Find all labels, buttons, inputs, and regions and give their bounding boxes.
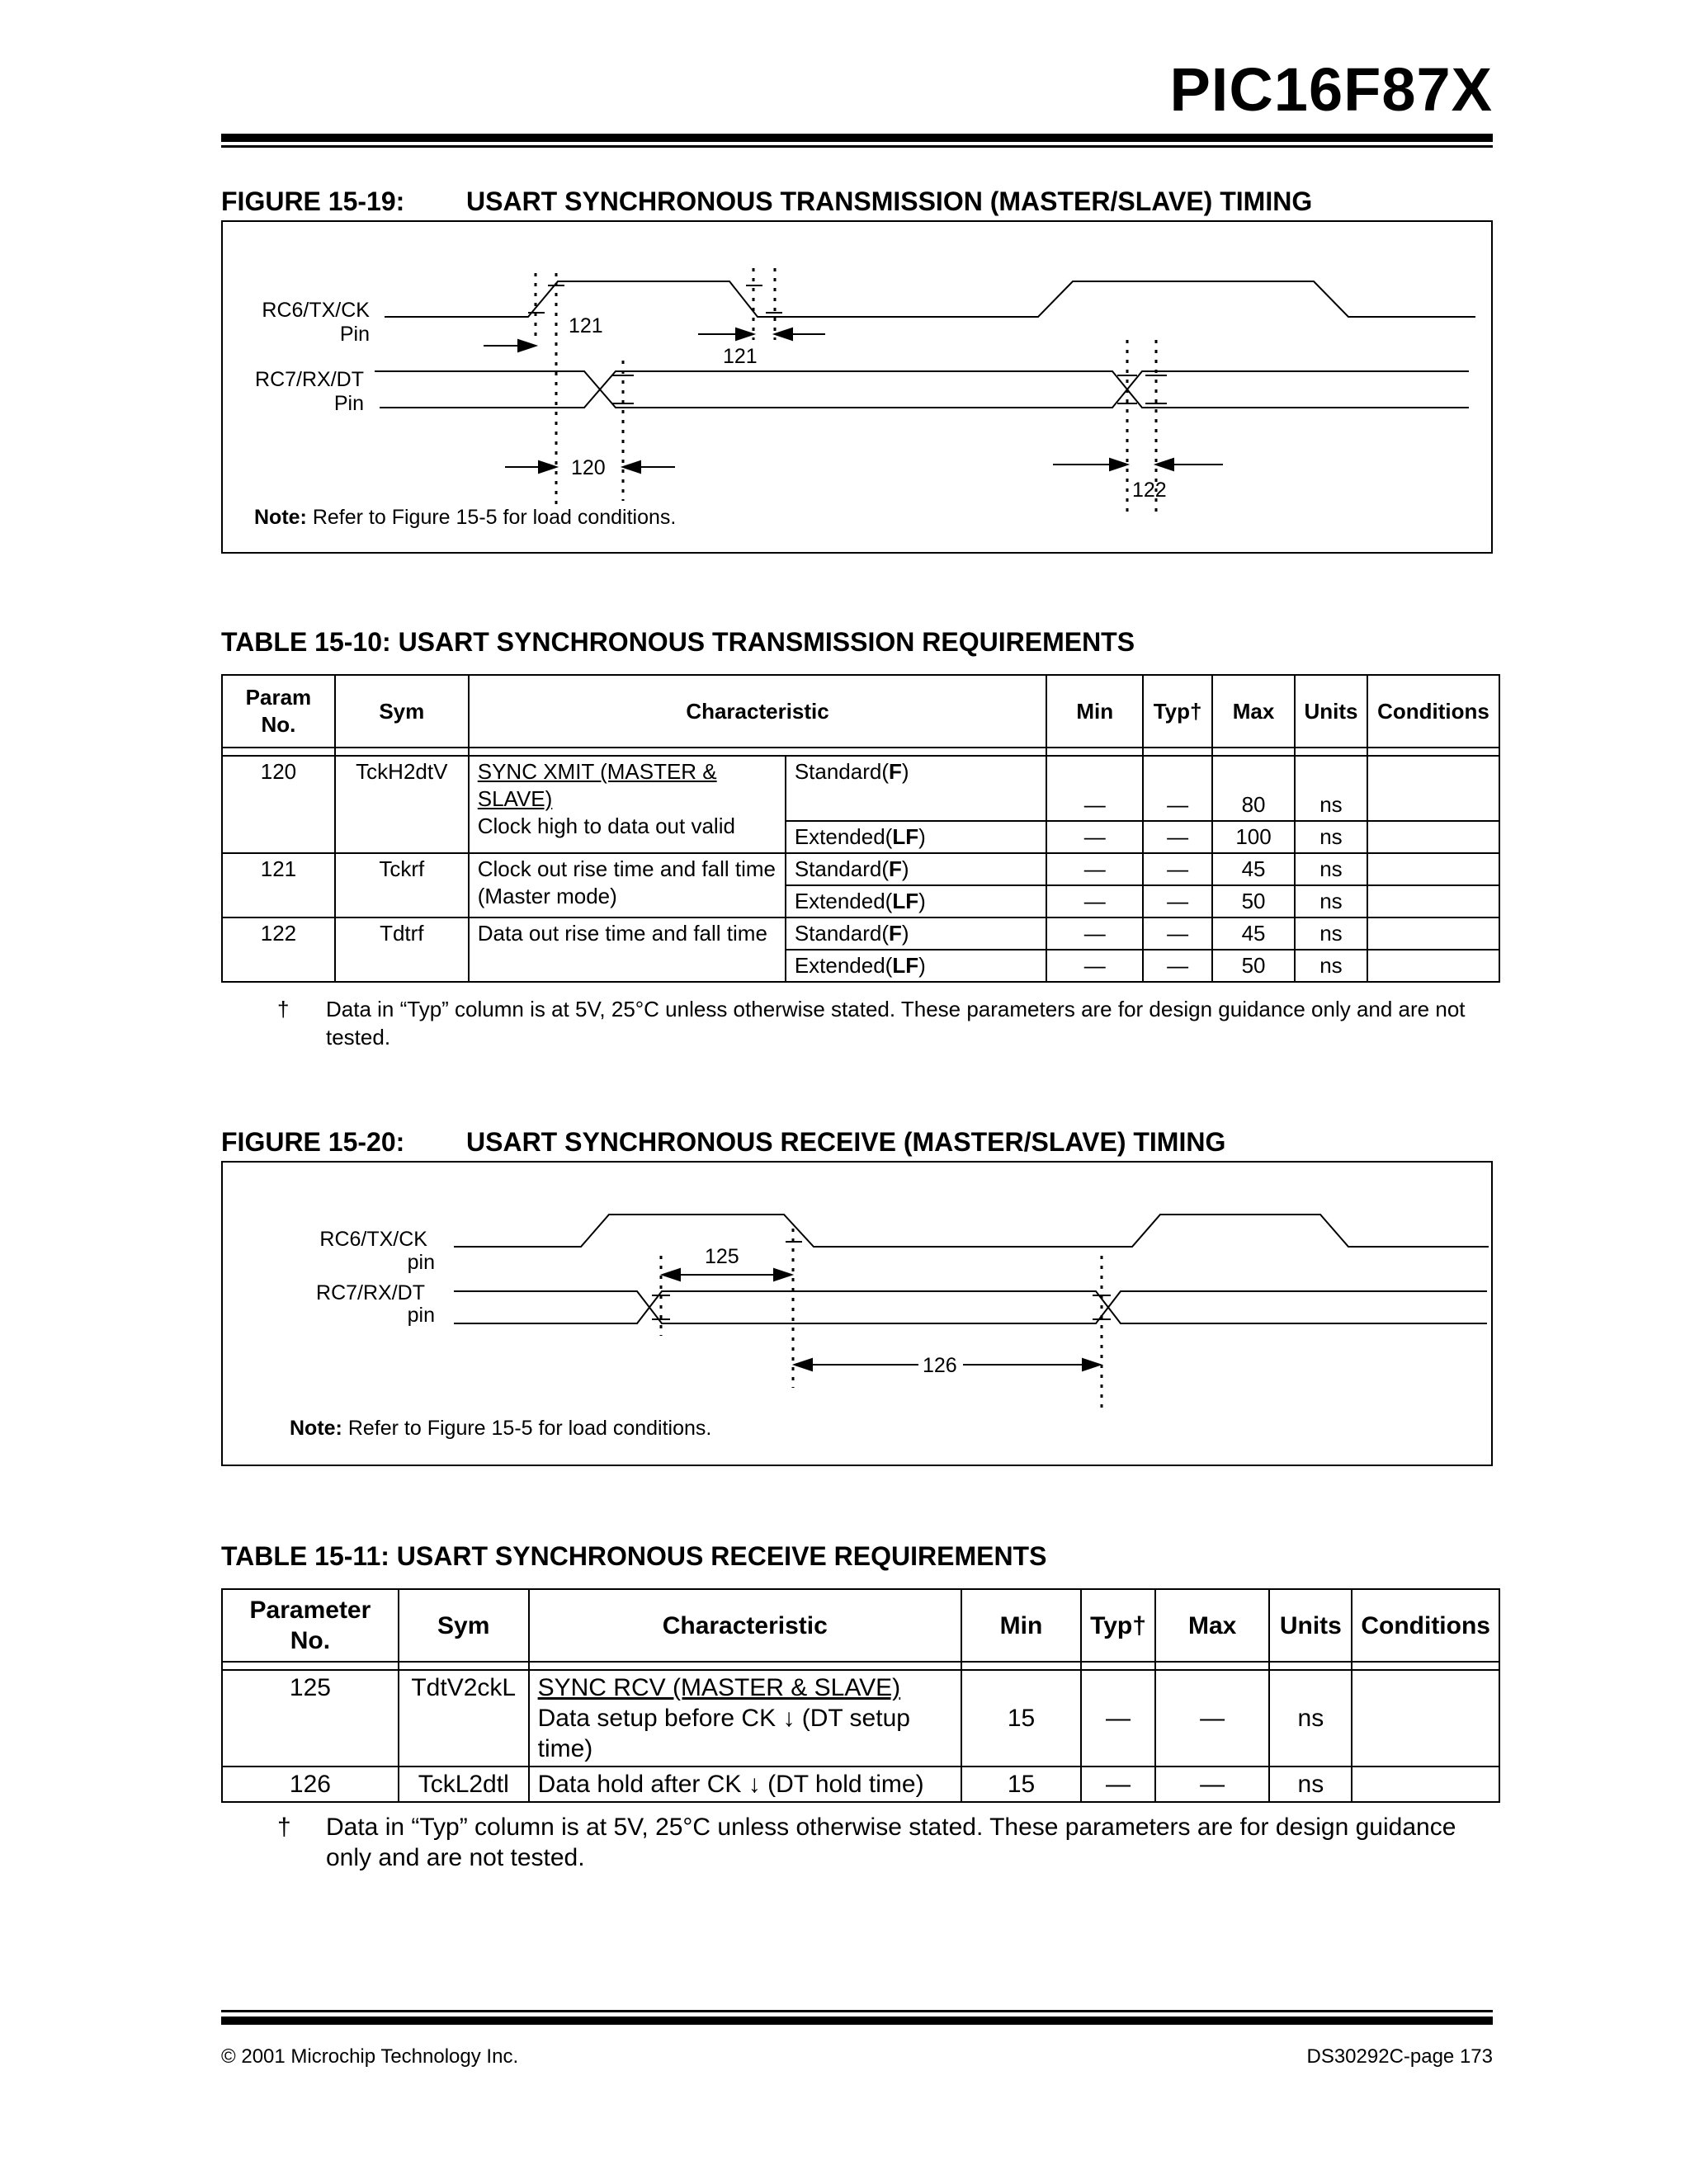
- cond-cell: [1367, 950, 1499, 982]
- fig19-signal1-name: RC6/TX/CK: [262, 299, 370, 322]
- cond-cell: [1367, 853, 1499, 885]
- param-cell: 125: [222, 1670, 399, 1767]
- fig19-label-120: 120: [571, 456, 606, 479]
- typ-cell: —: [1081, 1767, 1155, 1802]
- min-cell: —: [1046, 885, 1143, 917]
- min-cell: —: [1046, 853, 1143, 885]
- min-cell: 15: [961, 1767, 1081, 1802]
- typ-cell: —: [1143, 853, 1212, 885]
- fig19-label-121a: 121: [569, 314, 603, 337]
- ext-cell: Extended(LF): [786, 821, 1046, 853]
- fig19-label-121b: 121: [723, 345, 758, 368]
- cond-cell: [1367, 756, 1499, 821]
- fig20-signal1-pin: pin: [407, 1251, 435, 1274]
- table-11: [221, 1588, 1500, 1803]
- cond-cell: [1352, 1767, 1499, 1802]
- min-cell: —: [1046, 917, 1143, 950]
- table-row: [222, 1670, 1499, 1767]
- header-rule-thin: [221, 145, 1493, 148]
- char-text: Data setup before CK ↓ (DT setup time): [537, 1705, 910, 1762]
- fig19-data-line-high: [375, 371, 1469, 408]
- table-11-footnote: [221, 1812, 1493, 1878]
- th-characteristic: Characteristic: [469, 675, 1047, 748]
- max-cell: 100: [1212, 821, 1295, 853]
- footer-rule: [221, 2017, 1493, 2025]
- fig19-clock-waveform: [385, 281, 1475, 317]
- figure-20-box: [221, 1161, 1493, 1466]
- cond-cell: [1367, 821, 1499, 853]
- sym-cell: TckL2dtl: [399, 1767, 529, 1802]
- table-10-footnote: [221, 995, 1493, 1053]
- units-cell: ns: [1269, 1670, 1352, 1767]
- fig20-note-label: Note:: [290, 1417, 342, 1440]
- max-cell: —: [1155, 1670, 1270, 1767]
- th-min: Min: [1046, 675, 1143, 748]
- char-cell: [529, 1670, 961, 1767]
- th-min: Min: [961, 1589, 1081, 1662]
- fig20-signal2-name: RC7/RX/DT: [316, 1281, 425, 1304]
- fig19-markers: [536, 268, 1156, 513]
- figure-20-number: FIGURE 15-20:: [221, 1127, 405, 1157]
- th-characteristic: Characteristic: [529, 1589, 961, 1662]
- header-rule: [221, 134, 1493, 142]
- figure-19-timing-diagram: [221, 220, 1493, 554]
- min-cell: 15: [961, 1670, 1081, 1767]
- figure-19-title: [221, 186, 1312, 217]
- th-typ: Typ†: [1081, 1589, 1155, 1662]
- th-units: Units: [1295, 675, 1367, 748]
- cond-cell: [1367, 885, 1499, 917]
- fig20-data-line-low: [454, 1291, 1487, 1323]
- std-cell: Standard(F): [786, 917, 1046, 950]
- typ-cell: —: [1143, 756, 1212, 821]
- char-cell: Clock out rise time and fall time (Master mode): [469, 853, 786, 917]
- param-cell: 121: [222, 853, 335, 917]
- typ-cell: —: [1143, 885, 1212, 917]
- fig20-signal1-name: RC6/TX/CK: [319, 1228, 427, 1251]
- table-10-header-row: [222, 675, 1499, 748]
- figure-20-title: [221, 1127, 1225, 1158]
- char-text: Clock high to data out valid: [477, 814, 735, 838]
- char-heading: SYNC XMIT (MASTER & SLAVE): [477, 759, 717, 811]
- sym-cell: TckH2dtV: [335, 756, 469, 853]
- sym-cell: Tdtrf: [335, 917, 469, 982]
- typ-cell: —: [1143, 950, 1212, 982]
- std-cell: Standard(F): [786, 853, 1046, 885]
- table-10-title: TABLE 15-10: USART SYNCHRONOUS TRANSMISSION REQUIREMENTS: [221, 627, 1135, 657]
- units-cell: ns: [1295, 853, 1367, 885]
- copyright: © 2001 Microchip Technology Inc.: [221, 2045, 519, 2068]
- th-max: Max: [1155, 1589, 1270, 1662]
- max-cell: 80: [1212, 756, 1295, 821]
- units-cell: ns: [1295, 917, 1367, 950]
- char-heading: SYNC RCV (MASTER & SLAVE): [537, 1674, 901, 1701]
- sym-cell: TdtV2ckL: [399, 1670, 529, 1767]
- th-param: Param No.: [222, 675, 335, 748]
- units-cell: ns: [1295, 950, 1367, 982]
- footnote-text: Data in “Typ” column is at 5V, 25°C unless otherwise stated. These parameters are for design guidance only and are not tested.: [326, 997, 1466, 1050]
- page-title: PIC16F87X: [1169, 55, 1493, 124]
- param-cell: 122: [222, 917, 335, 982]
- units-cell: ns: [1269, 1767, 1352, 1802]
- table-10: [221, 674, 1500, 983]
- page-number: DS30292C-page 173: [1306, 2045, 1493, 2068]
- th-conditions: Conditions: [1367, 675, 1499, 748]
- param-cell: 120: [222, 756, 335, 853]
- footnote-text: Data in “Typ” column is at 5V, 25°C unless otherwise stated. These parameters are for design guidance only and are not tested.: [326, 1814, 1456, 1871]
- max-cell: —: [1155, 1767, 1270, 1802]
- fig19-note-label: Note:: [254, 506, 307, 529]
- min-cell: —: [1046, 756, 1143, 821]
- table-11-title: TABLE 15-11: USART SYNCHRONOUS RECEIVE REQUIREMENTS: [221, 1541, 1047, 1571]
- figure-19-note: [254, 506, 676, 530]
- char-cell: Data hold after CK ↓ (DT hold time): [529, 1767, 961, 1802]
- ext-cell: Extended(LF): [786, 950, 1046, 982]
- max-cell: 45: [1212, 917, 1295, 950]
- char-cell: Data out rise time and fall time: [469, 917, 786, 982]
- fig20-label-125: 125: [705, 1245, 739, 1268]
- th-sym: Sym: [399, 1589, 529, 1662]
- fig19-note-text: Refer to Figure 15-5 for load conditions.: [306, 506, 677, 529]
- table-row: [222, 756, 1499, 821]
- figure-19-number: FIGURE 15-19:: [221, 186, 405, 216]
- fig20-label-126: 126: [923, 1354, 957, 1377]
- cond-cell: [1352, 1670, 1499, 1767]
- ext-cell: Extended(LF): [786, 885, 1046, 917]
- th-param: Parameter No.: [222, 1589, 399, 1662]
- fig19-data-line-low: [380, 371, 1469, 408]
- th-conditions: Conditions: [1352, 1589, 1499, 1662]
- fig20-data-line-high: [454, 1291, 1487, 1323]
- max-cell: 50: [1212, 885, 1295, 917]
- sym-cell: Tckrf: [335, 853, 469, 917]
- fig20-signal2-pin: pin: [407, 1304, 435, 1327]
- std-cell: Standard(F): [786, 756, 1046, 821]
- typ-cell: —: [1143, 917, 1212, 950]
- min-cell: —: [1046, 950, 1143, 982]
- cond-cell: [1367, 917, 1499, 950]
- min-cell: —: [1046, 821, 1143, 853]
- units-cell: ns: [1295, 885, 1367, 917]
- dagger-mark: †: [277, 1814, 291, 1841]
- figure-19-caption: USART SYNCHRONOUS TRANSMISSION (MASTER/SLAVE) TIMING: [466, 186, 1313, 216]
- footer-rule-thin: [221, 2010, 1493, 2012]
- units-cell: ns: [1295, 821, 1367, 853]
- max-cell: 45: [1212, 853, 1295, 885]
- units-cell: ns: [1295, 756, 1367, 821]
- fig19-label-122: 122: [1132, 479, 1167, 502]
- figure-20-note: [290, 1417, 711, 1441]
- table-row: [222, 1767, 1499, 1802]
- fig19-signal2-name: RC7/RX/DT: [255, 368, 364, 391]
- typ-cell: —: [1081, 1670, 1155, 1767]
- figure-19-box: [221, 220, 1493, 554]
- th-units: Units: [1269, 1589, 1352, 1662]
- table-row: [222, 917, 1499, 950]
- dagger-mark: †: [277, 997, 290, 1021]
- th-typ: Typ†: [1143, 675, 1212, 748]
- table-row: [222, 853, 1499, 885]
- th-sym: Sym: [335, 675, 469, 748]
- table-11-header-row: [222, 1589, 1499, 1662]
- param-cell: 126: [222, 1767, 399, 1802]
- th-max: Max: [1212, 675, 1295, 748]
- fig20-note-text: Refer to Figure 15-5 for load conditions.: [342, 1417, 712, 1440]
- fig19-signal2-pin: Pin: [333, 392, 364, 415]
- max-cell: 50: [1212, 950, 1295, 982]
- figure-20-caption: USART SYNCHRONOUS RECEIVE (MASTER/SLAVE) TIMING: [466, 1127, 1226, 1157]
- typ-cell: —: [1143, 821, 1212, 853]
- fig20-clock-waveform: [454, 1215, 1489, 1247]
- char-cell: [469, 756, 786, 853]
- fig19-signal1-pin: Pin: [339, 323, 370, 346]
